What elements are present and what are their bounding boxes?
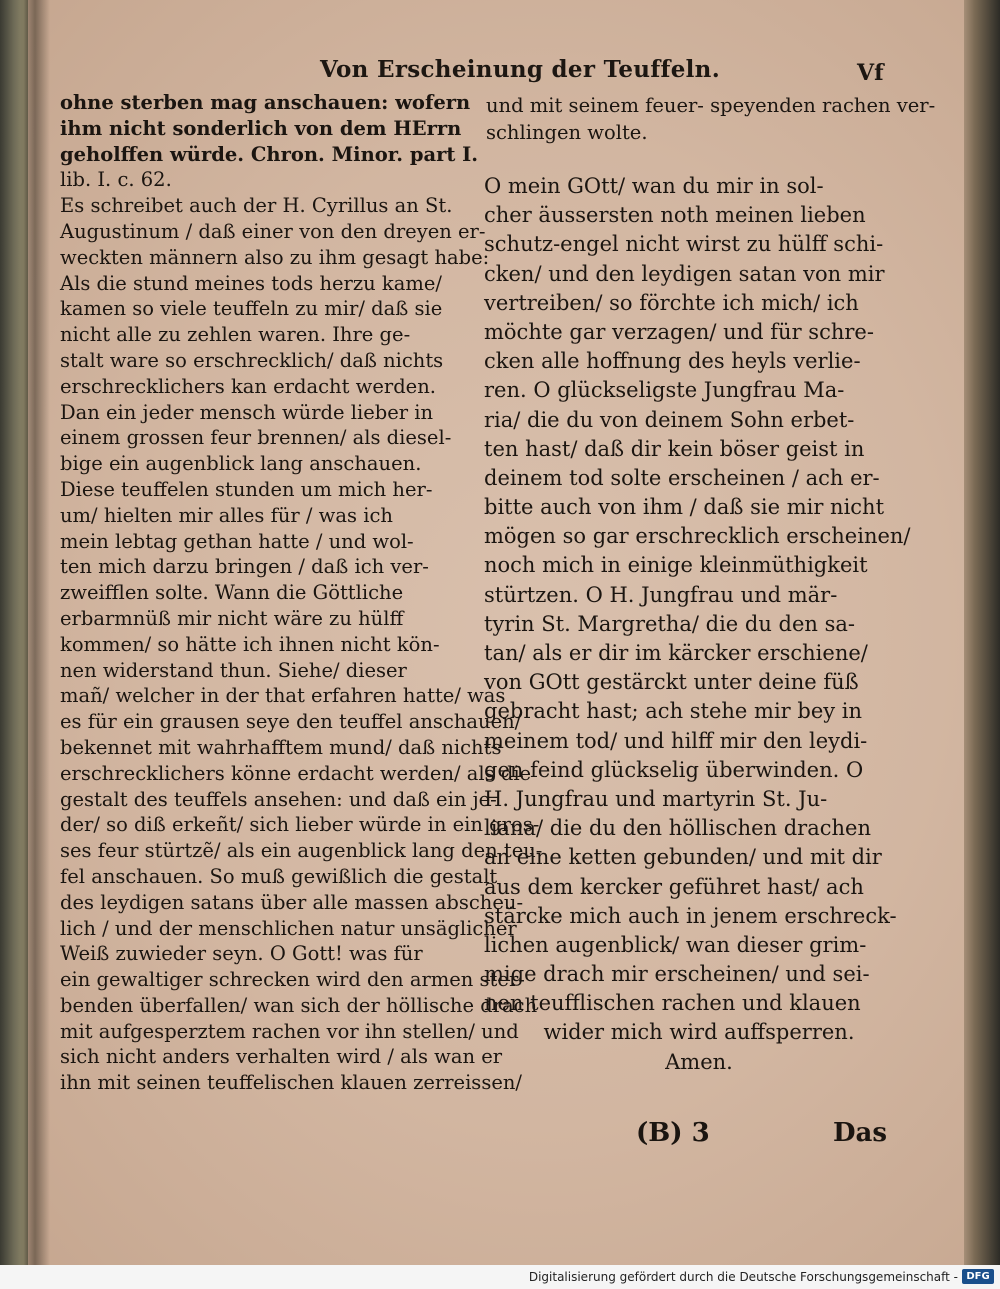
text-line: ihn mit seinen teuffelischen klauen zerreissen/: [60, 1071, 522, 1095]
text-line: der/ so diß erkeñt/ sich lieber würde in ein gros-: [60, 813, 540, 837]
text-line: Amen.: [665, 1049, 733, 1074]
text-line: ein gewaltiger schrecken wird den armen ster-: [60, 968, 525, 992]
dfg-logo: DFG: [962, 1269, 994, 1284]
text-line: mañ/ welcher in der that erfahren hatte/ was: [60, 684, 506, 708]
text-line: geholffen würde. Chron. Minor. part I.: [60, 142, 479, 166]
text-line: Augustinum / daß einer von den dreyen er-: [60, 219, 486, 243]
text-line: nen teufflischen rachen und klauen: [484, 991, 861, 1016]
text-line: stalt ware so erschrecklich/ daß nichts: [60, 348, 444, 372]
signature-mark: (B) 3: [636, 1118, 710, 1148]
text-line: Als die stund meines tods herzu kame/: [60, 271, 442, 295]
text-line: mögen so gar erschrecklich erscheinen/: [484, 524, 911, 549]
text-line: lich / und der menschlichen natur unsäglicher: [60, 916, 517, 940]
text-line: Diese teuffelen stunden um mich her-: [60, 477, 433, 501]
text-line: sich nicht anders verhalten wird / als wan er: [60, 1045, 503, 1069]
text-line: es für ein grausen seye den teuffel anschauen/: [60, 710, 522, 734]
text-line: kamen so viele teuffeln zu mir/ daß sie: [60, 297, 443, 321]
text-line: benden überfallen/ wan sich der höllische drach: [60, 993, 538, 1017]
text-line: fel anschauen. So muß gewißlich die gestalt: [60, 864, 498, 888]
text-line: zweifflen solte. Wann die Göttliche: [60, 581, 404, 605]
text-line: gebracht hast; ach stehe mir bey in: [484, 699, 863, 724]
text-line: mige drach mir erscheinen/ und sei-: [484, 962, 870, 987]
footer-credit: Digitalisierung gefördert durch die Deutsche Forschungsgemeinschaft -: [528, 1270, 958, 1284]
text-line: kommen/ so hätte ich ihnen nicht kön-: [60, 632, 440, 656]
text-line: ses feur stürtzẽ/ als ein augenblick lang den teu-: [60, 839, 543, 863]
text-line: tyrin St. Margretha/ die du den sa-: [484, 611, 856, 636]
left-text-column: [60, 90, 543, 1096]
text-line: erschrecklichers kan erdacht werden.: [60, 374, 436, 398]
text-line: tan/ als er dir im kärcker erschiene/: [484, 641, 868, 665]
text-line: ria/ die du von deinem Sohn erbet-: [484, 407, 855, 432]
text-line: weckten männern also zu ihm gesagt habe:: [60, 245, 490, 269]
right-text-column-continuation: [486, 92, 936, 146]
text-line: cher äussersten noth meinen lieben: [484, 203, 866, 228]
text-line: Weiß zuwieder seyn. O Gott! was für: [60, 942, 423, 966]
text-line: ohne sterben mag anschauen: wofern: [60, 91, 471, 114]
text-line: lichen augenblick/ wan dieser grim-: [484, 932, 867, 957]
text-line: stärcke mich auch in jenem erschreck-: [484, 903, 897, 928]
text-line: ten mich darzu bringen / daß ich ver-: [60, 555, 429, 579]
text-line: liana/ die du den höllischen drachen: [484, 816, 871, 841]
text-line: ren. O glückseligste Jungfrau Ma-: [484, 378, 845, 403]
page-number: Vf: [857, 60, 884, 86]
text-line: schutz-engel nicht wirst zu hülff schi-: [484, 232, 884, 257]
text-line: und mit seinem feuer- speyenden rachen ver-: [486, 94, 936, 117]
text-line: von GOtt gestärckt unter deine füß: [484, 670, 859, 695]
text-line: einem grossen feur brennen/ als diesel-: [60, 426, 452, 450]
text-line: gestalt des teuffels ansehen: und daß ein je-: [60, 787, 497, 811]
text-line: schlingen wolte.: [486, 121, 648, 144]
text-line: stürtzen. O H. Jungfrau und mär-: [484, 582, 838, 607]
text-line: ten hast/ daß dir kein böser geist in: [484, 436, 865, 461]
text-line: cken alle hoffnung des heyls verlie-: [484, 349, 861, 374]
text-line: H. Jungfrau und martyrin St. Ju-: [484, 786, 828, 811]
text-line: möchte gar verzagen/ und für schre-: [484, 319, 874, 344]
text-line: an eine ketten gebunden/ und mit dir: [484, 845, 882, 870]
right-text-column-prayer: [484, 172, 914, 1077]
running-head: Von Erscheinung der Teuffeln.: [320, 56, 721, 83]
text-line: nicht alle zu zehlen waren. Ihre ge-: [60, 323, 411, 347]
text-line: ihm nicht sonderlich von dem HErrn: [60, 116, 462, 140]
text-line: bekennet mit wahrhafftem mund/ daß nichts: [60, 735, 502, 759]
text-line: mit aufgesperztem rachen vor ihn stellen/ und: [60, 1019, 519, 1043]
text-line: mein lebtag gethan hatte / und wol-: [60, 529, 414, 553]
text-line: nen widerstand thun. Siehe/ dieser: [60, 658, 407, 682]
text-line: Es schreibet auch der H. Cyrillus an St.: [60, 194, 453, 218]
text-line: bige ein augenblick lang anschauen.: [60, 452, 422, 476]
text-line: lib. I. c. 62.: [60, 168, 172, 192]
text-line: erschrecklichers könne erdacht werden/ als die: [60, 761, 532, 785]
text-line: bitte auch von ihm / daß sie mir nicht: [484, 495, 885, 520]
text-line: erbarmnüß mir nicht wäre zu hülff: [60, 606, 404, 630]
text-line: wider mich wird auffsperren.: [543, 1020, 855, 1045]
text-line: des leydigen satans über alle massen abscheu-: [60, 890, 524, 914]
text-line: vertreiben/ so förchte ich mich/ ich: [484, 290, 859, 315]
text-line: meinem tod/ und hilff mir den leydi-: [484, 728, 868, 753]
text-line: Dan ein jeder mensch würde lieber in: [60, 400, 434, 424]
right-page-edge: [964, 0, 1000, 1265]
text-line: aus dem kercker geführet hast/ ach: [484, 874, 864, 899]
text-line: O mein GOtt/ wan du mir in sol-: [484, 174, 824, 198]
catchword: Das: [833, 1118, 888, 1148]
text-line: um/ hielten mir alles für / was ich: [60, 503, 393, 527]
text-line: noch mich in einige kleinmüthigkeit: [484, 553, 868, 578]
text-line: gen feind glückselig überwinden. O: [484, 757, 864, 782]
text-line: deinem tod solte erscheinen / ach er-: [484, 465, 880, 490]
page-gutter-shadow: [20, 0, 50, 1265]
text-line: cken/ und den leydigen satan von mir: [484, 261, 885, 286]
